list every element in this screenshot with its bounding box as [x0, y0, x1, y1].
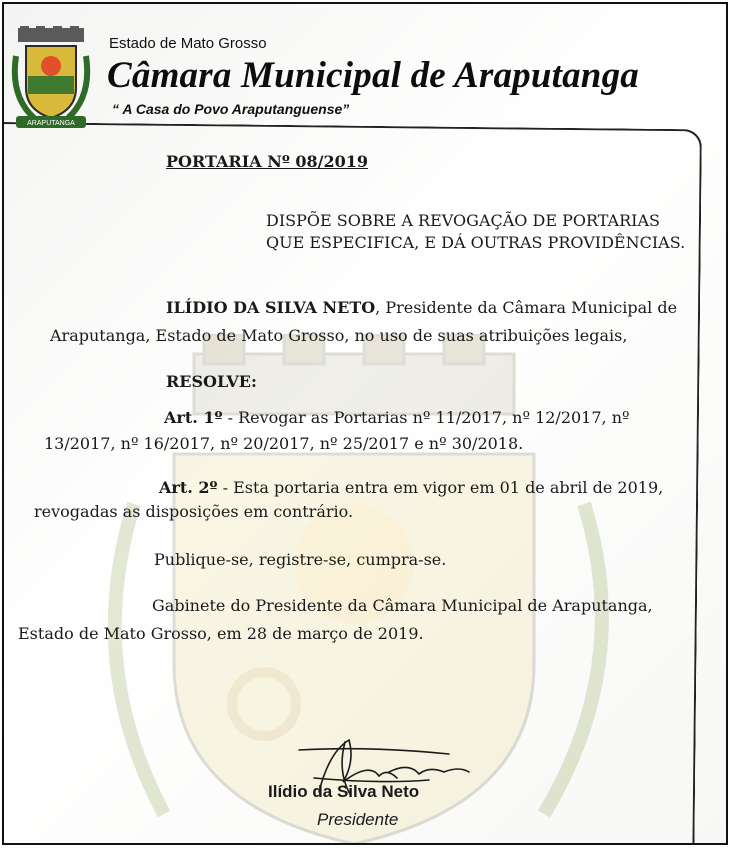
- publication-clause: Publique-se, registre-se, cumpra-se.: [154, 550, 447, 569]
- resolve-heading: RESOLVE:: [166, 372, 257, 391]
- article-2-line-1-rest: - Esta portaria entra em vigor em 01 de abril de 2019,: [217, 478, 664, 497]
- article-1-line-1: [164, 408, 630, 427]
- ementa: [266, 210, 685, 254]
- chamber-name: Câmara Municipal de Araputanga: [107, 55, 639, 96]
- preamble-line-1: [166, 298, 677, 317]
- article-2-line-2: revogadas as disposições em contrário.: [34, 502, 354, 521]
- ementa-line-1: DISPÕE SOBRE A REVOGAÇÃO DE PORTARIAS: [266, 211, 660, 230]
- preamble-name: ILÍDIO DA SILVA NETO: [166, 298, 376, 317]
- preamble-line-1-rest: , Presidente da Câmara Municipal de: [375, 298, 678, 317]
- signer-role: Presidente: [317, 810, 399, 829]
- article-2-line-1: [159, 478, 663, 497]
- preamble-line-2: Araputanga, Estado de Mato Grosso, no uso de suas atribuições legais,: [50, 326, 628, 345]
- document-body: [4, 4, 726, 843]
- article-1-line-1-rest: - Revogar as Portarias nº 11/2017, nº 12/2017, nº: [222, 408, 630, 427]
- closing-line-2: Estado de Mato Grosso, em 28 de março de 2019.: [18, 624, 424, 643]
- article-2-label: Art. 2º: [159, 478, 218, 497]
- closing-line-1: Gabinete do Presidente da Câmara Municipal de Araputanga,: [152, 596, 653, 615]
- state-name: Estado de Mato Grosso: [109, 35, 267, 52]
- coat-of-arms-banner: ARAPUTANGA: [27, 120, 75, 127]
- document-frame: [2, 2, 728, 845]
- signer-name: Ilídio da Silva Neto: [268, 782, 420, 801]
- article-1-label: Art. 1º: [164, 408, 223, 427]
- ementa-line-2: QUE ESPECIFICA, E DÁ OUTRAS PROVIDÊNCIAS.: [266, 233, 686, 252]
- document-title: PORTARIA Nº 08/2019: [166, 152, 369, 171]
- motto: “ A Casa do Povo Araputanguense”: [112, 101, 350, 117]
- article-1-line-2: 13/2017, nº 16/2017, nº 20/2017, nº 25/2017 e nº 30/2018.: [44, 434, 524, 453]
